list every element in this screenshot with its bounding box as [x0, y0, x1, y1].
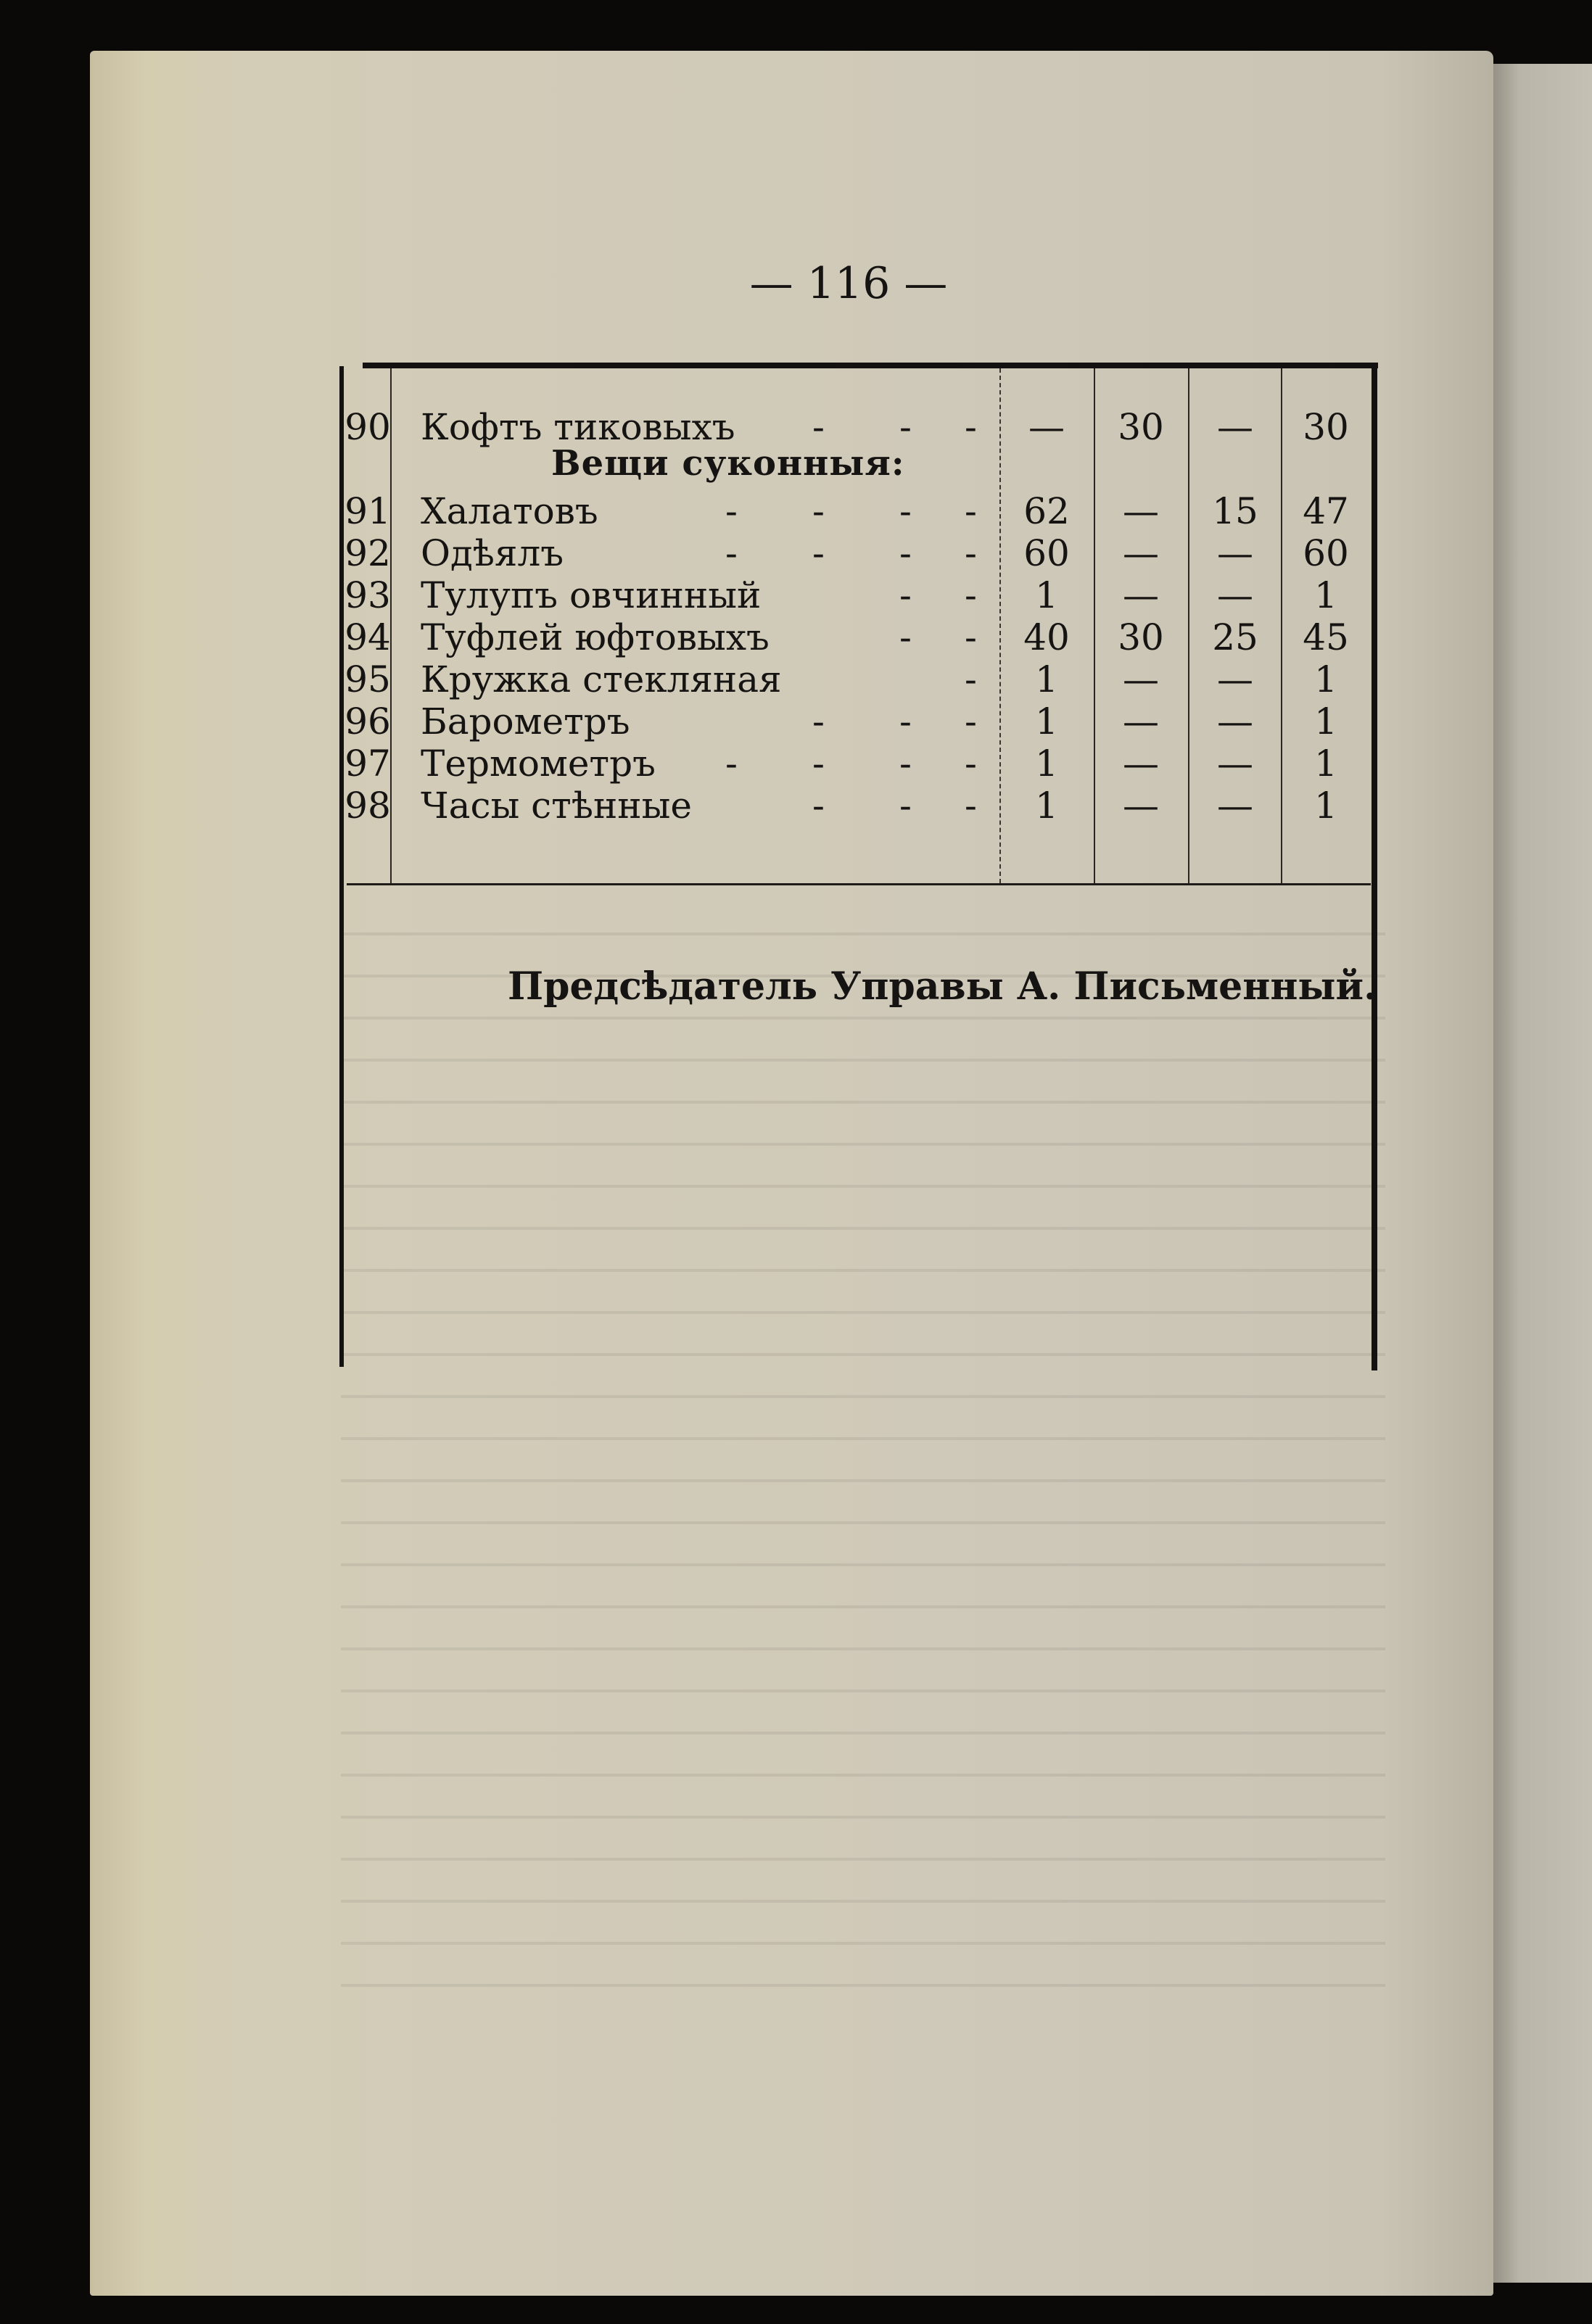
value-column-1: — — [1028, 406, 1065, 448]
value-column-1: 1 — [1035, 658, 1058, 700]
value-column-4: 30 — [1303, 406, 1349, 448]
table-row — [0, 616, 1592, 658]
leader-dash: - — [812, 785, 825, 827]
value-column-3: — — [1217, 658, 1253, 700]
value-column-4: 60 — [1303, 532, 1349, 574]
item-name: Барометръ — [421, 700, 630, 743]
table-row — [0, 532, 1592, 574]
row-number: 96 — [345, 700, 391, 743]
leader-dash: - — [965, 658, 977, 700]
value-column-4: 1 — [1314, 743, 1337, 785]
leader-dash: - — [812, 700, 825, 743]
row-number: 90 — [345, 406, 391, 448]
leader-dash: - — [965, 616, 977, 658]
value-column-2: 30 — [1118, 616, 1164, 658]
leader-dash: - — [899, 616, 912, 658]
leader-dash: - — [725, 490, 738, 532]
value-column-1: 62 — [1023, 490, 1070, 532]
item-name: Туфлей юфтовыхъ — [421, 616, 770, 658]
value-column-2: — — [1123, 532, 1159, 574]
value-column-2: 30 — [1118, 406, 1164, 448]
leader-dash: - — [812, 406, 825, 448]
leader-dash: - — [899, 700, 912, 743]
leader-dash: - — [812, 490, 825, 532]
value-column-3: — — [1217, 700, 1253, 743]
leader-dash: - — [899, 532, 912, 574]
value-column-1: 60 — [1023, 532, 1070, 574]
row-number: 93 — [345, 574, 391, 616]
signature-line: Предсѣдатель Управы А. Письменный. — [508, 964, 1377, 1009]
value-column-3: 15 — [1212, 490, 1258, 532]
leader-dash: - — [965, 532, 977, 574]
page-number: — 116 — — [749, 258, 948, 309]
leader-dash: - — [965, 490, 977, 532]
table-row — [0, 490, 1592, 532]
value-column-2: — — [1123, 743, 1159, 785]
leader-dash: - — [965, 743, 977, 785]
table-row — [0, 574, 1592, 616]
item-name: Одѣялъ — [421, 532, 564, 574]
leader-dash: - — [899, 785, 912, 827]
value-column-4: 1 — [1314, 785, 1337, 827]
leader-dash: - — [965, 574, 977, 616]
row-number: 94 — [345, 616, 391, 658]
row-number: 92 — [345, 532, 391, 574]
leader-dash: - — [899, 574, 912, 616]
value-column-1: 1 — [1035, 574, 1058, 616]
value-column-4: 47 — [1303, 490, 1349, 532]
value-column-4: 1 — [1314, 574, 1337, 616]
item-name: Часы стѣнные — [421, 785, 692, 827]
value-column-3: 25 — [1212, 616, 1258, 658]
leader-dash: - — [965, 785, 977, 827]
leader-dash: - — [812, 532, 825, 574]
leader-dash: - — [965, 406, 977, 448]
leader-dash: - — [899, 406, 912, 448]
value-column-1: 1 — [1035, 743, 1058, 785]
leader-dash: - — [725, 532, 738, 574]
leader-dash: - — [899, 743, 912, 785]
leader-dash: - — [899, 490, 912, 532]
leader-dash: - — [725, 743, 738, 785]
value-column-2: — — [1123, 490, 1159, 532]
table-row — [0, 406, 1592, 448]
value-column-1: 40 — [1023, 616, 1070, 658]
row-number: 91 — [345, 490, 391, 532]
item-name: Термометръ — [421, 743, 656, 785]
value-column-3: — — [1217, 785, 1253, 827]
value-column-4: 45 — [1303, 616, 1349, 658]
item-name: Халатовъ — [421, 490, 598, 532]
value-column-4: 1 — [1314, 700, 1337, 743]
value-column-2: — — [1123, 658, 1159, 700]
table-row — [0, 743, 1592, 785]
value-column-3: — — [1217, 532, 1253, 574]
value-column-1: 1 — [1035, 785, 1058, 827]
item-name: Кофтъ тиковыхъ — [421, 406, 735, 448]
value-column-3: — — [1217, 574, 1253, 616]
subheading: Вещи суконныя: — [551, 443, 905, 484]
table-row — [0, 658, 1592, 700]
leader-dash: - — [965, 700, 977, 743]
value-column-4: 1 — [1314, 658, 1337, 700]
value-column-3: — — [1217, 743, 1253, 785]
item-name: Тулупъ овчинный — [421, 574, 762, 616]
value-column-1: 1 — [1035, 700, 1058, 743]
row-number: 95 — [345, 658, 391, 700]
table-row — [0, 700, 1592, 743]
leader-dash: - — [812, 743, 825, 785]
table-row — [0, 785, 1592, 827]
value-column-2: — — [1123, 700, 1159, 743]
value-column-2: — — [1123, 785, 1159, 827]
value-column-2: — — [1123, 574, 1159, 616]
value-column-3: — — [1217, 406, 1253, 448]
item-name: Кружка стекляная — [421, 658, 782, 700]
row-number: 97 — [345, 743, 391, 785]
row-number: 98 — [345, 785, 391, 827]
